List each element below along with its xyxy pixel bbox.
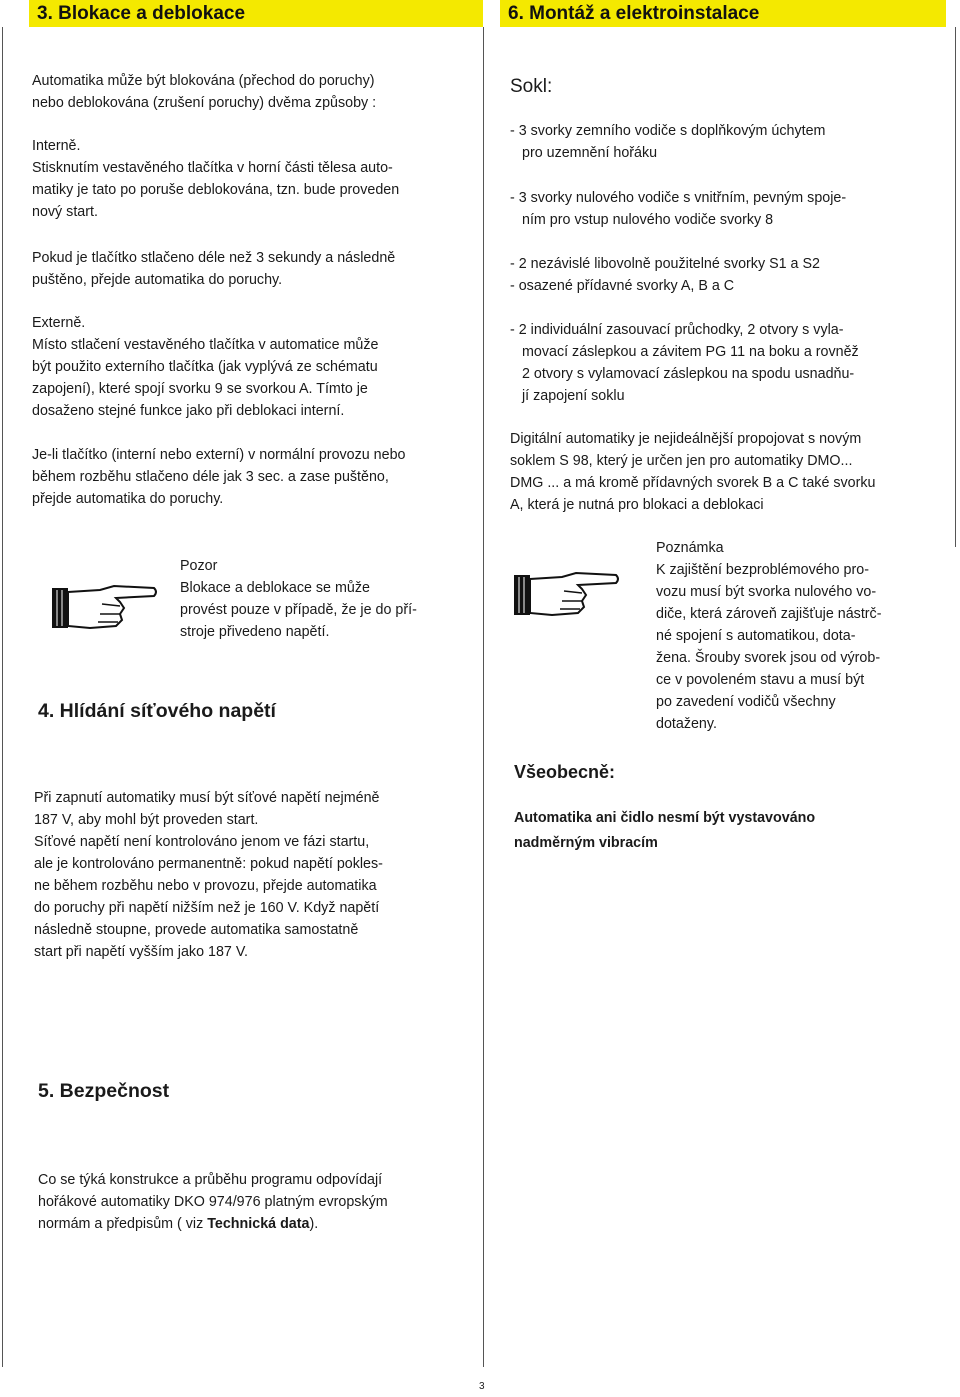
pozor-note: [180, 555, 417, 643]
text-line: movací záslepkou a závitem PG 11 na boku a rovněž: [522, 344, 859, 360]
vseobecne-paragraph: [514, 806, 815, 856]
text-fragment: ).: [309, 1216, 319, 1232]
sokl-title: Sokl:: [510, 76, 553, 97]
text-line: nový start.: [32, 204, 98, 220]
text-line: Co se týká konstrukce a průběhu programu odpovídají: [38, 1172, 383, 1188]
poznamka-title: Poznámka: [656, 540, 724, 556]
section-5-title: 5. Bezpečnost: [38, 1080, 170, 1102]
text-line: provést pouze v případě, že je do pří-: [180, 602, 417, 618]
text-line: Síťové napětí není kontrolováno jenom ve fázi startu,: [34, 834, 370, 850]
text-line: Automatika ani čidlo nesmí být vystavováno: [514, 810, 816, 826]
internal-paragraph: [32, 135, 399, 223]
text-line: [38, 1213, 388, 1235]
text-line: 187 V, aby mohl být proveden start.: [34, 812, 259, 828]
right-header-bar: [500, 0, 946, 27]
text-line: Stisknutím vestavěného tlačítka v horní části tělesa auto-: [32, 160, 393, 176]
text-line: Blokace a deblokace se může: [180, 580, 370, 596]
text-line: Digitální automatiky je nejideálnější propojovat s novým: [510, 431, 862, 447]
text-line: matiky je tato po poruše deblokována, tzn. bude proveden: [32, 182, 400, 198]
internal-heading: Interně.: [32, 138, 81, 154]
page-number: 3: [479, 1381, 485, 1392]
text-line: Je-li tlačítko (interní nebo externí) v normální provozu nebo: [32, 447, 406, 463]
text-line: - 2 individuální zasouvací průchodky, 2 otvory s vyla-: [510, 322, 844, 338]
text-line: Místo stlačení vestavěného tlačítka v automatice může: [32, 337, 379, 353]
poznamka-note: [656, 537, 881, 735]
text-line: A, která je nutná pro blokaci a deblokaci: [510, 497, 764, 513]
text-line: být použito externího tlačítka (jak vyplývá ze schématu: [32, 359, 378, 375]
text-line: ce v povoleném stavu a musí být: [656, 672, 865, 688]
section-6-title: 6. Montáž a elektroinstalace: [508, 3, 760, 24]
external-heading: Externě.: [32, 315, 86, 331]
sokl-item-2: [510, 187, 846, 231]
text-line: do poruchy při napětí nižším než je 160 V. Když napětí: [34, 900, 380, 916]
text-line: - 3 svorky nulového vodiče s vnitřním, pevným spoje-: [510, 190, 847, 206]
text-line: - osazené přídavné svorky A, B a C: [510, 278, 735, 294]
text-line: ním pro vstup nulového vodiče svorky 8: [522, 212, 774, 228]
text-line: start při napětí vyšším jako 187 V.: [34, 944, 249, 960]
column-divider: [483, 27, 484, 1367]
text-line: nadměrným vibracím: [514, 835, 658, 851]
sokl-item-1: [510, 120, 825, 164]
technical-data-reference: Technická data: [207, 1216, 310, 1232]
text-line: puštěno, přejde automatika do poruchy.: [32, 272, 283, 288]
text-line: vozu musí být svorka nulového vo-: [656, 584, 877, 600]
press-paragraph: [32, 247, 395, 291]
text-line: zapojení), které spojí svorku 9 se svorkou A. Tímto je: [32, 381, 368, 397]
text-line: DMG ... a má kromě přídavných svorek B a C také svorku: [510, 475, 876, 491]
left-header-bar: [29, 0, 483, 27]
text-line: Pokud je tlačítko stlačeno déle než 3 sekundy a následně: [32, 250, 396, 266]
text-line: během rozběhu stlačeno déle jak 3 sec. a zase puštěno,: [32, 469, 389, 485]
text-line: - 3 svorky zemního vodiče s doplňkovým úchytem: [510, 123, 826, 139]
text-line: přejde automatika do poruchy.: [32, 491, 224, 507]
intro-paragraph: [32, 70, 376, 114]
text-line: ale je kontrolováno permanentně: pokud napětí pokles-: [34, 856, 383, 872]
text-line: žena. Šrouby svorek jsou od výrob-: [656, 650, 881, 666]
pointing-hand-icon: [50, 578, 160, 638]
text-line: stroje přivedeno napětí.: [180, 624, 330, 640]
section-3-title: 3. Blokace a deblokace: [37, 3, 246, 24]
sokl-item-4: [510, 319, 859, 407]
section-4-paragraph: [34, 787, 383, 963]
text-line: 2 otvory s vylamovací záslepkou na spodu usnadňu-: [522, 366, 855, 382]
section-4-title: 4. Hlídání síťového napětí: [38, 700, 276, 722]
digital-paragraph: [510, 428, 876, 516]
text-line: po zavedení vodičů všechny: [656, 694, 836, 710]
text-line: dotaženy.: [656, 716, 717, 732]
text-line: následně stoupne, provede automatika samostatně: [34, 922, 359, 938]
text-line: diče, která zároveň zajišťuje nástrč-: [656, 606, 882, 622]
vseobecne-title: Všeobecně:: [514, 762, 616, 782]
sokl-item-3: [510, 253, 820, 297]
text-line: K zajištění bezproblémového pro-: [656, 562, 869, 578]
right-border-line: [955, 27, 956, 547]
text-fragment: normám a předpisům ( viz: [38, 1216, 208, 1232]
text-line: dosaženo stejné funkce jako při deblokaci interní.: [32, 403, 345, 419]
jeli-paragraph: [32, 444, 406, 510]
pointing-hand-icon: [512, 565, 622, 625]
text-line: né spojení s automatikou, dota-: [656, 628, 856, 644]
text-line: soklem S 98, který je určen jen pro automatiky DMO...: [510, 453, 853, 469]
left-border-line: [2, 27, 3, 1367]
external-paragraph: [32, 312, 378, 422]
text-line: Automatika může být blokována (přechod do poruchy): [32, 73, 375, 89]
section-5-paragraph: [38, 1169, 388, 1235]
text-line: Při zapnutí automatiky musí být síťové napětí nejméně: [34, 790, 380, 806]
text-line: jí zapojení soklu: [522, 388, 625, 404]
text-line: pro uzemnění hořáku: [522, 145, 658, 161]
text-line: hořákové automatiky DKO 974/976 platným evropským: [38, 1194, 388, 1210]
pozor-title: Pozor: [180, 558, 218, 574]
text-line: - 2 nezávislé libovolně použitelné svorky S1 a S2: [510, 256, 820, 272]
text-line: ne během rozběhu nebo v provozu, přejde automatika: [34, 878, 377, 894]
text-line: nebo deblokována (zrušení poruchy) dvěma způsoby :: [32, 95, 377, 111]
